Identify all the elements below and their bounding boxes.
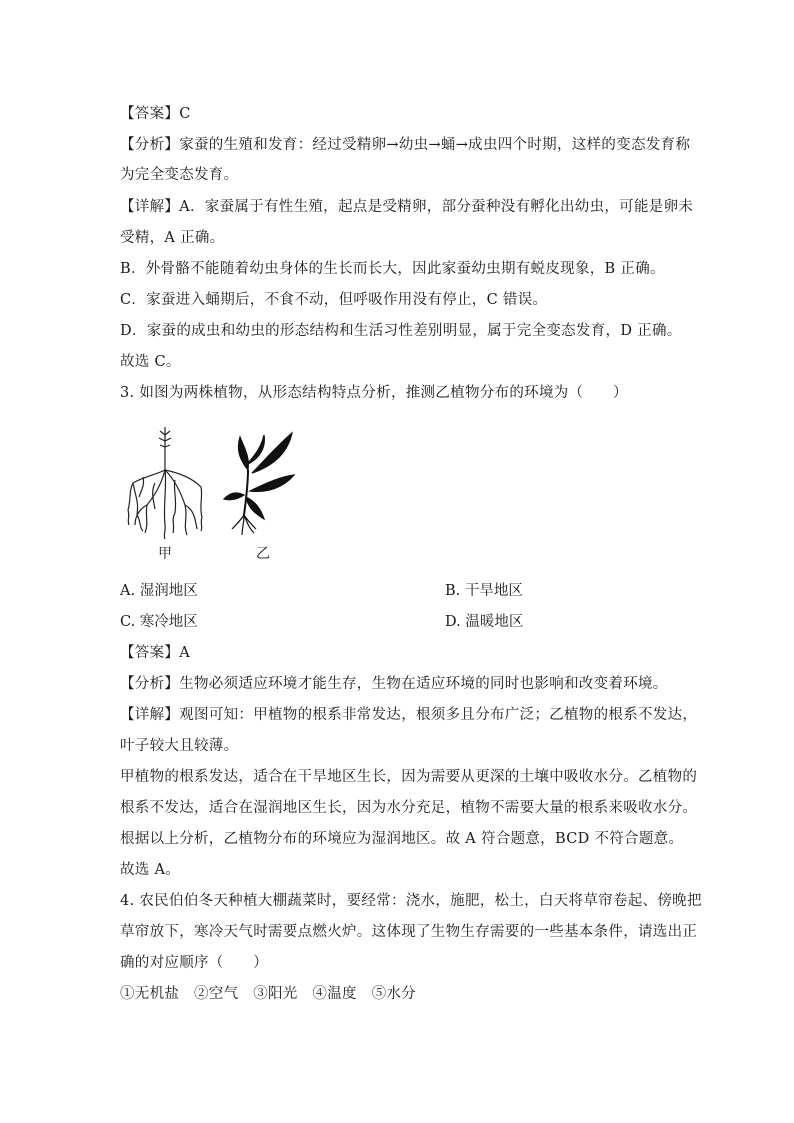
q3-paragraph-line-3: 根据以上分析，乙植物分布的环境应为湿润地区。故 A 符合题意，BCD 不符合题意。 <box>120 831 684 847</box>
plant-yi-illustration <box>220 425 300 540</box>
q3-option-d: D. 温暖地区 <box>445 614 524 630</box>
q3-final-choice: 故选 A。 <box>120 862 181 878</box>
q4-stem-line-2: 草帘放下，寒冷天气时需要点燃火炉。这体现了生物生存需要的一些基本条件，请选出正 <box>120 924 698 940</box>
q4-stem-line-1: 4. 农民伯伯冬天种植大棚蔬菜时，要经常：浇水，施肥，松土，白天将草帘卷起、傍晚把 <box>120 893 702 909</box>
q3-analysis: 【分析】生物必须适应环境才能生存，生物在适应环境的同时也影响和改变着环境。 <box>120 676 668 692</box>
q3-detail-line-1: 【详解】观图可知：甲植物的根系非常发达，根须多且分布广泛；乙植物的根系不发达， <box>120 707 698 723</box>
q4-items: ①无机盐 ②空气 ③阳光 ④温度 ⑤水分 <box>120 986 416 1002</box>
q2-option-b-explanation: B．外骨骼不能随着幼虫身体的生长而长大，因此家蚕幼虫期有蜕皮现象，B 正确。 <box>120 261 665 277</box>
plant-yi-label: 乙 <box>256 546 270 562</box>
q3-stem: 3. 如图为两株植物，从形态结构特点分析，推测乙植物分布的环境为（ ） <box>120 385 628 401</box>
q3-paragraph-line-2: 根系不发达，适合在湿润地区生长，因为水分充足，植物不需要大量的根系来吸收水分。 <box>120 800 698 816</box>
q3-option-b: B. 干旱地区 <box>445 583 523 599</box>
q3-detail-line-2: 叶子较大且较薄。 <box>120 738 239 754</box>
q2-detail-line-2: 受精，A 正确。 <box>120 230 225 246</box>
q3-paragraph-line-1: 甲植物的根系发达，适合在干旱地区生长，因为需要从更深的土壤中吸收水分。乙植物的 <box>120 769 698 785</box>
q2-final-choice: 故选 C。 <box>120 354 181 370</box>
q2-detail-line-1: 【详解】A．家蚕属于有性生殖，起点是受精卵，部分蚕种没有孵化出幼虫，可能是卵未 <box>120 199 694 215</box>
q3-option-c: C. 寒冷地区 <box>120 614 198 630</box>
q2-option-d-explanation: D．家蚕的成虫和幼虫的形态结构和生活习性差别明显，属于完全变态发育，D 正确。 <box>120 323 682 339</box>
q2-analysis-line-2: 为完全变态发育。 <box>120 167 239 183</box>
q2-option-c-explanation: C．家蚕进入蛹期后，不食不动，但呼吸作用没有停止，C 错误。 <box>120 292 548 308</box>
q3-figure <box>125 425 305 565</box>
q3-answer: 【答案】A <box>120 645 190 661</box>
q2-analysis-line-1: 【分析】家蚕的生殖和发育：经过受精卵→幼虫→蛹→成虫四个时期，这样的变态发育称 <box>120 137 691 153</box>
plant-jia-label: 甲 <box>158 546 172 562</box>
q4-stem-line-3: 确的对应顺序（ ） <box>120 955 268 971</box>
plant-jia-illustration <box>125 425 205 540</box>
q3-option-a: A. 湿润地区 <box>120 583 198 599</box>
q2-answer: 【答案】C <box>120 106 191 122</box>
